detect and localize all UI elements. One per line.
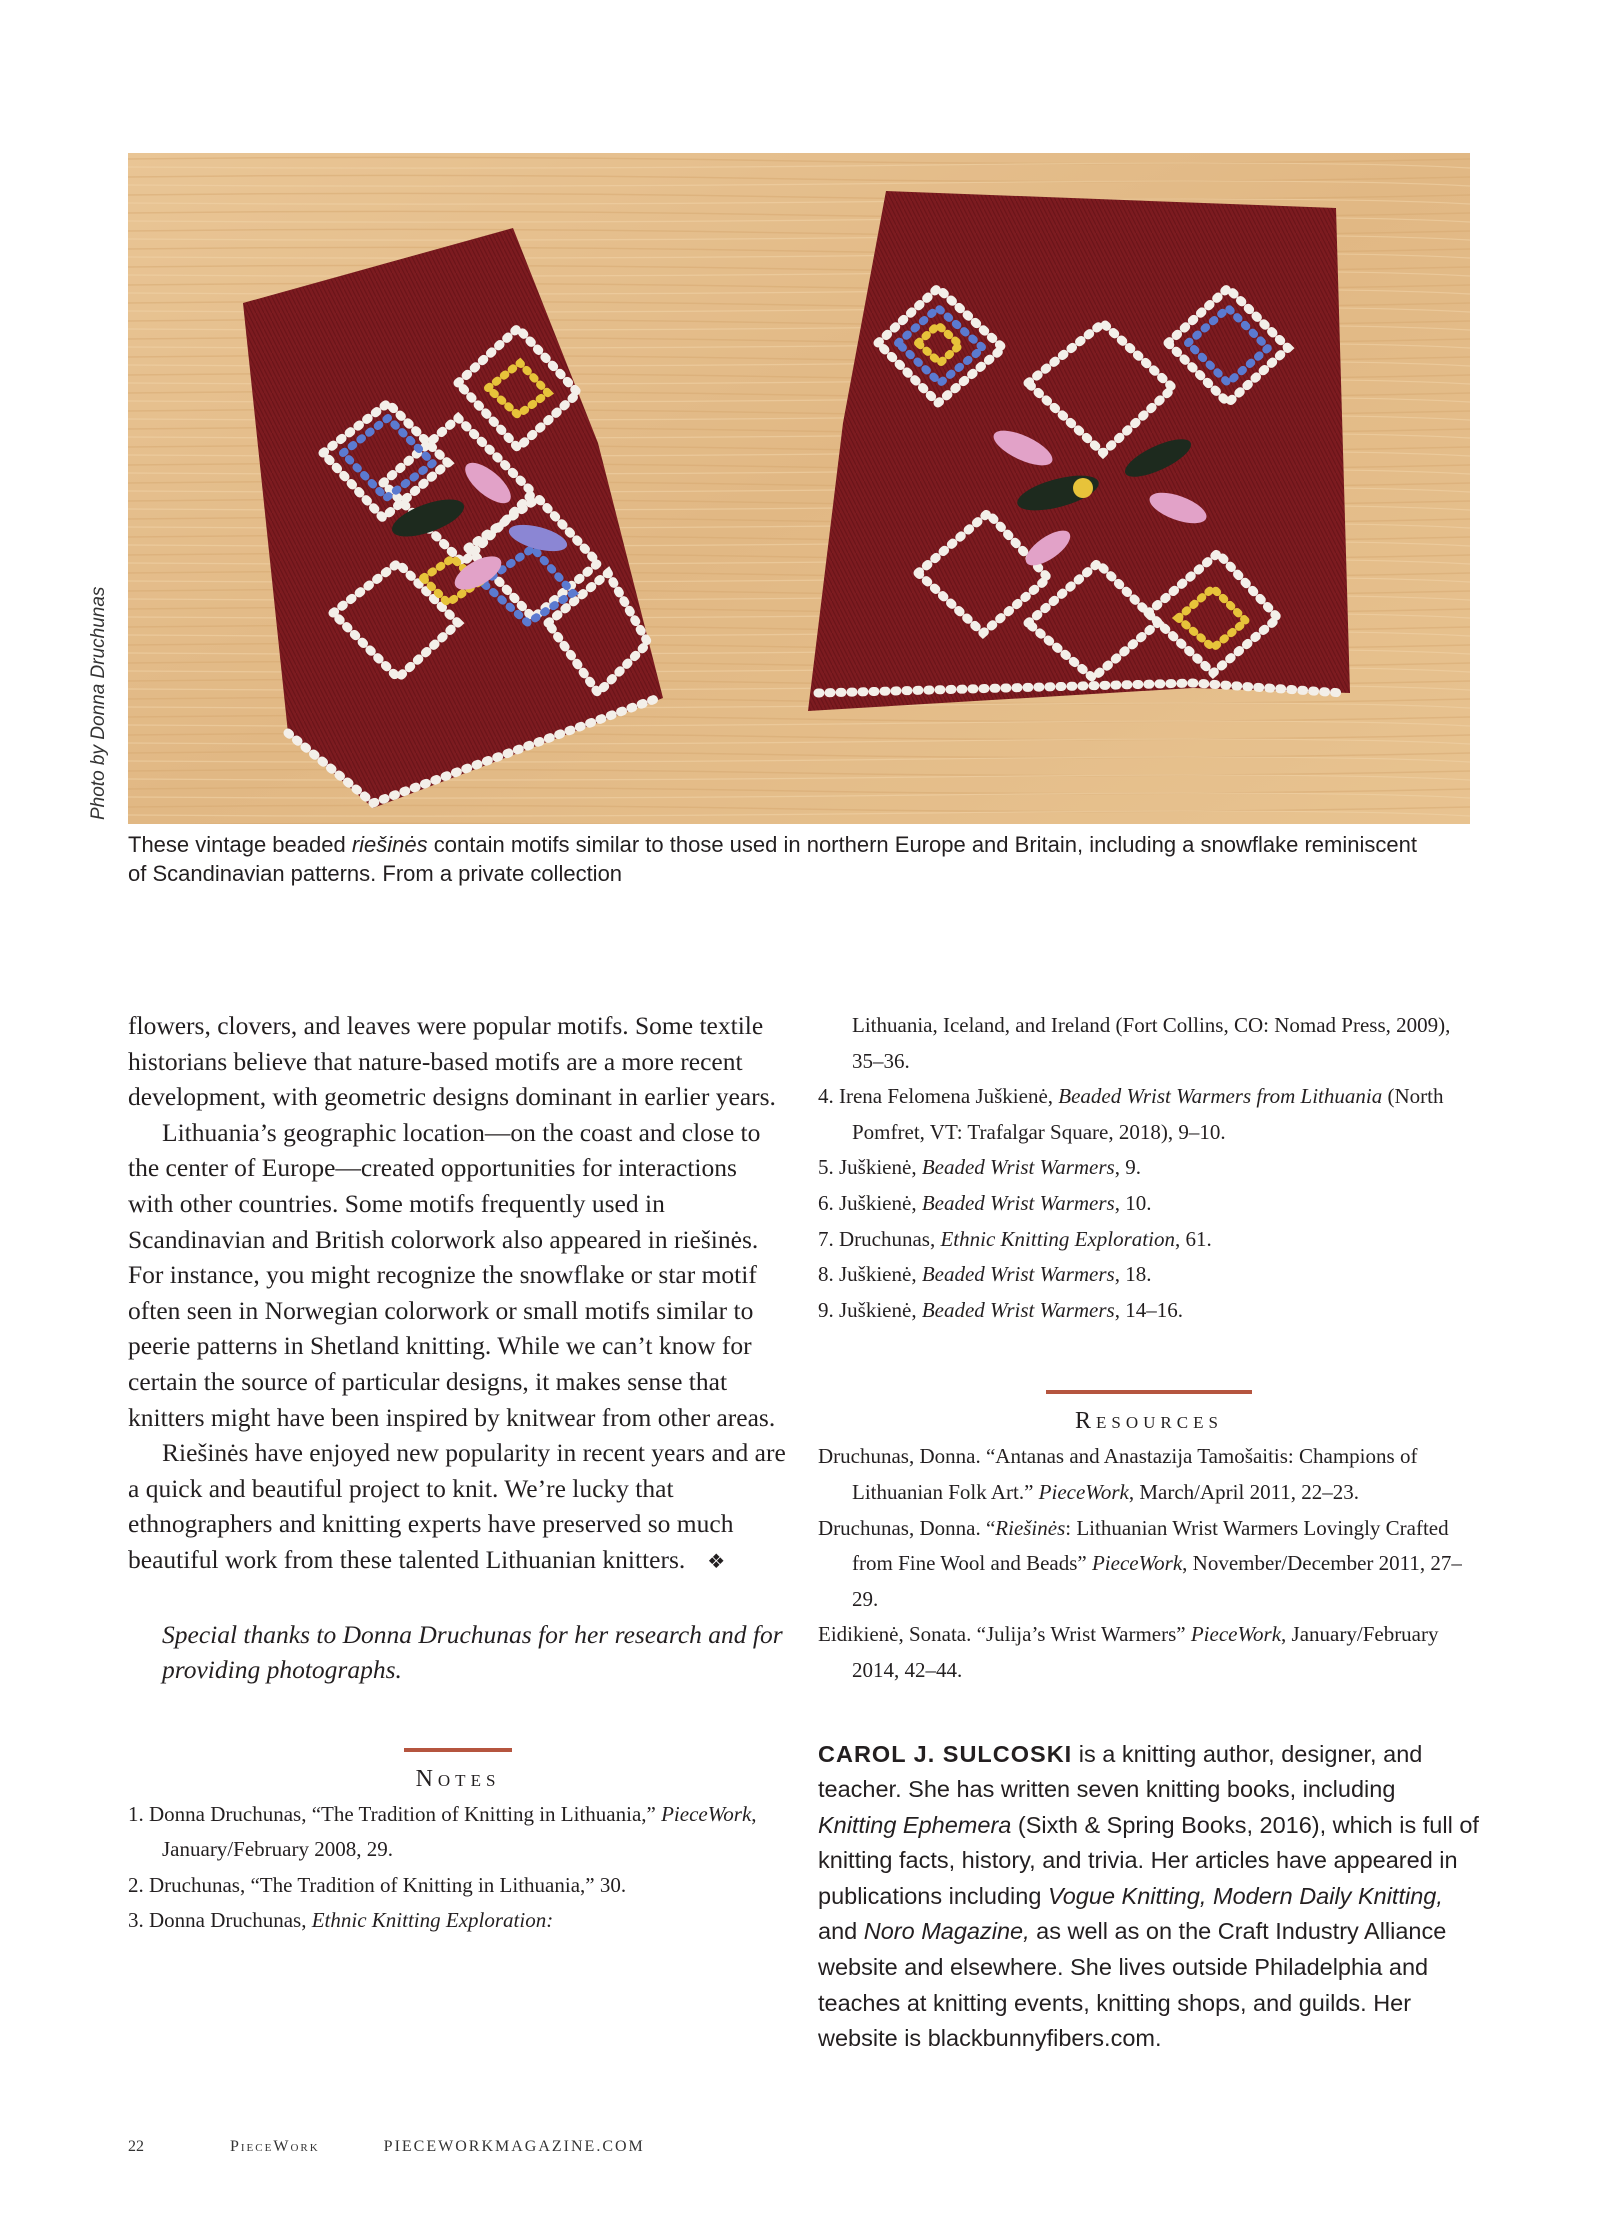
note-text: , 18. [1114, 1262, 1152, 1287]
bio-text-italic: Knitting Ephemera [818, 1811, 1012, 1838]
note-item [818, 1222, 1480, 1258]
note-text: 7. Druchunas, [818, 1226, 941, 1251]
note-text: , 9. [1114, 1155, 1141, 1180]
resource-text: Eidikienė, Sonata. “Julija’s Wrist Warmers” [818, 1622, 1191, 1647]
resources-section [818, 1390, 1480, 1688]
note-item [128, 1797, 788, 1868]
photo-credit: Photo by Donna Druchunas [88, 586, 109, 820]
note-text-italic: Ethnic Knitting Exploration [940, 1226, 1175, 1251]
notes-rule [404, 1748, 512, 1752]
photo-beaded-wrist-warmers [128, 153, 1470, 824]
note-item [818, 1186, 1480, 1222]
photo-illustration [128, 153, 1470, 824]
resource-text: , November/December 2011, 27–29. [852, 1551, 1462, 1611]
note-text-italic: Beaded Wrist Warmers [921, 1262, 1115, 1287]
note-text: (North Pomfret, VT: Trafalgar Square, 2018), 9–10. [852, 1084, 1444, 1144]
notes-title: Notes [415, 1765, 501, 1792]
resource-text: : Lithuanian Wrist Warmers Lovingly Crafted from Fine Wool and Beads” [852, 1515, 1449, 1576]
resource-text-italic: Riešinės [995, 1515, 1066, 1540]
note-text-italic: Beaded Wrist Warmers [921, 1297, 1115, 1322]
article-paragraph-text: Riešinės have enjoyed new popularity in recent years and are a quick and beautiful project to knit. We’re lucky that ethnographers and knitting experts have preserved so much beautiful work from these talented Lithuanian knitters. [128, 1438, 786, 1574]
note-text: 5. Juškienė, [818, 1155, 922, 1180]
caption-text-2: contain motifs similar to those used in northern Europe and Britain, including a snowflake reminiscent of Scandinavian patterns. From a private collection [128, 832, 1417, 886]
end-mark-icon: ❖ [707, 1550, 726, 1573]
article-paragraph [128, 1435, 788, 1580]
resource-text-italic: PieceWork [1038, 1479, 1129, 1504]
caption-text-1: These vintage beaded [128, 832, 352, 857]
note-item [818, 1293, 1480, 1329]
note-text-italic: Beaded Wrist Warmers [921, 1190, 1115, 1215]
note-text: , 10. [1114, 1190, 1152, 1215]
resources-rule [1046, 1390, 1252, 1394]
notes-section [128, 1748, 788, 1939]
note-text: , January/February 2008, 29. [162, 1801, 757, 1862]
note-item-continued: Lithuania, Iceland, and Ireland (Fort Collins, CO: Nomad Press, 2009), 35–36. [852, 1013, 1451, 1073]
resource-item [818, 1439, 1480, 1510]
note-text: 2. Druchunas, “The Tradition of Knitting in Lithuania,” 30. [128, 1872, 627, 1897]
article-column-left [128, 1008, 788, 1939]
note-text-italic: Beaded Wrist Warmers [921, 1155, 1115, 1180]
right-wrist-warmer [808, 191, 1350, 711]
bio-text: and [818, 1918, 864, 1945]
bio-text: as well as on the Craft Industry Alliance website and elsewhere. She lives outside Philadelphia and teaches at knitting events, knitting shops, and guilds. Her website is blackbunnyfibers.com. [818, 1918, 1447, 2052]
resource-text-italic: PieceWork [1190, 1622, 1282, 1647]
note-item [818, 1257, 1480, 1293]
note-text: 4. Irena Felomena Juškienė, [818, 1084, 1059, 1109]
resources-title: Resources [1075, 1408, 1223, 1435]
bio-text-italic: Noro Magazine, [863, 1918, 1030, 1945]
bio-text: is a knitting author, designer, and teacher. She has written seven knitting books, including [818, 1740, 1423, 1803]
resource-text: , January/February 2014, 42–44. [852, 1622, 1439, 1682]
magazine-website: PIECEWORKMAGAZINE.COM [383, 2138, 645, 2155]
caption-text-italic: riešinės [351, 832, 428, 857]
resource-text: , March/April 2011, 22–23. [1128, 1479, 1360, 1504]
bio-text: (Sixth & Spring Books, 2016), which is full of knitting facts, history, and trivia. Her articles have appeared in publications including [818, 1811, 1479, 1909]
resource-item [818, 1617, 1480, 1688]
note-text: , 14–16. [1114, 1297, 1183, 1322]
bio-text-italic: Vogue Knitting, Modern Daily Knitting, [1047, 1882, 1443, 1909]
page-footer [128, 2138, 709, 2156]
note-text-italic: Beaded Wrist Warmers from Lithuania [1058, 1084, 1383, 1109]
note-item [128, 1868, 788, 1904]
acknowledgment: Special thanks to Donna Druchunas for her research and for providing photographs. [162, 1619, 783, 1685]
author-bio [818, 1737, 1480, 2057]
note-text: 8. Juškienė, [818, 1262, 922, 1287]
note-text-italic: PieceWork [661, 1801, 752, 1826]
article-paragraph: Lithuania’s geographic location—on the coast and close to the center of Europe—created opportunities for interactions with other countries. Some motifs frequently used in Scandinavian and British colorwork also appeared in riešinės. For instance, you might recognize the snowflake or star motif often seen in Norwegian colorwork or small motifs similar to peerie patterns in Shetland knitting. While we can’t know for certain the source of particular designs, it makes sense that knitters might have been inspired by knitwear from other areas. [128, 1117, 776, 1432]
note-item [128, 1903, 788, 1939]
magazine-name: PieceWork [230, 2138, 320, 2155]
note-item [818, 1079, 1480, 1150]
article-paragraph: flowers, clovers, and leaves were popular motifs. Some textile historians believe that nature-based motifs are a more recent development, with geometric designs dominant in earlier years. [128, 1011, 776, 1112]
page-number: 22 [128, 2138, 144, 2155]
resource-text: Druchunas, Donna. “ [818, 1515, 996, 1540]
resource-text-italic: PieceWork [1091, 1551, 1183, 1576]
photo-caption [128, 830, 1428, 888]
note-text: , 61. [1174, 1226, 1212, 1251]
note-text-italic: Ethnic Knitting Exploration: [311, 1908, 554, 1933]
note-text: 3. Donna Druchunas, [128, 1908, 312, 1933]
note-text: 6. Juškienė, [818, 1190, 922, 1215]
note-item [818, 1150, 1480, 1186]
note-text: 9. Juškienė, [818, 1297, 922, 1322]
note-text: 1. Donna Druchunas, “The Tradition of Knitting in Lithuania,” [128, 1801, 662, 1826]
resource-text: Druchunas, Donna. “Antanas and Anastazija Tamošaitis: Champions of Lithuanian Folk Art.” [818, 1444, 1418, 1504]
article-column-right [818, 1008, 1480, 2057]
resource-item [818, 1511, 1480, 1618]
author-name: CAROL J. SULCOSKI [818, 1740, 1073, 1767]
